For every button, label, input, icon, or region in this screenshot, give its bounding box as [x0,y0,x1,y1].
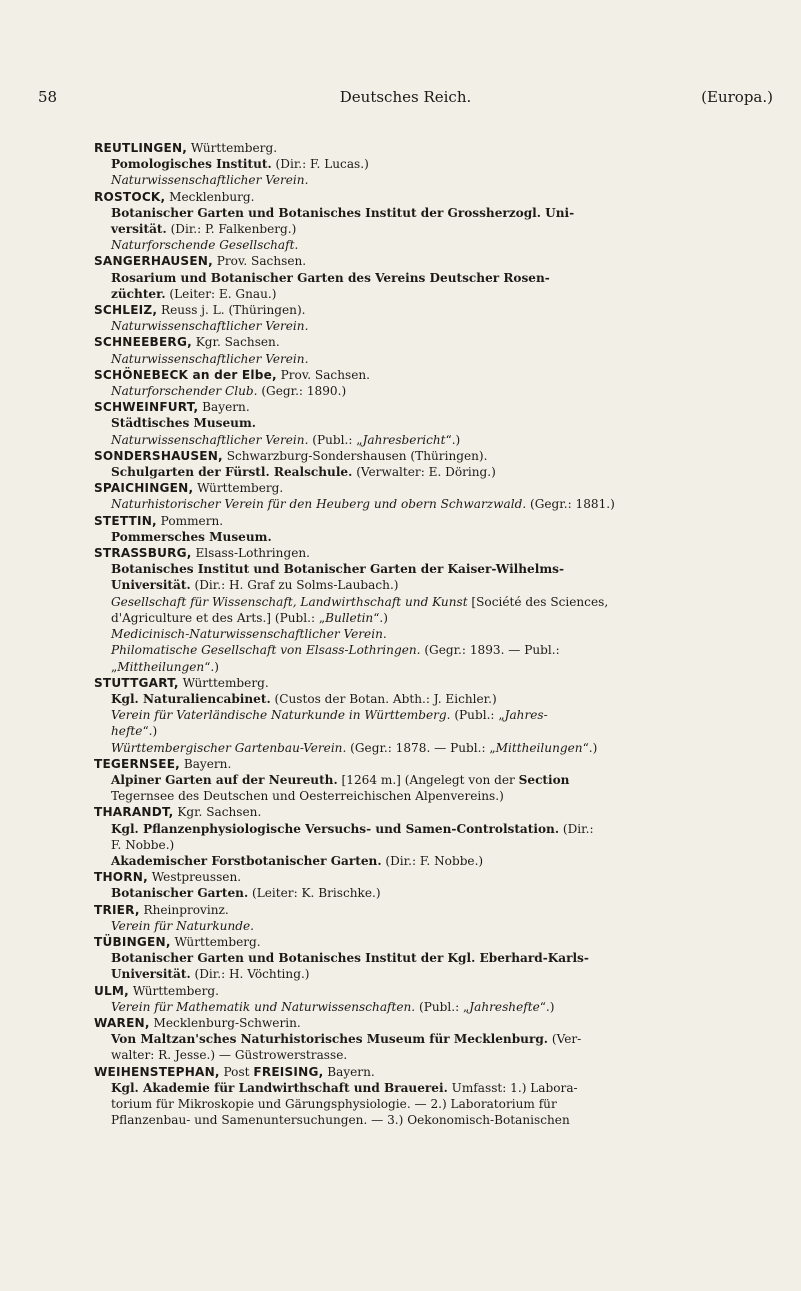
text-run: (Leiter: K. Brischke.) [248,886,381,901]
text-run: Kgr. Sachsen. [191,335,280,350]
entry-line [94,966,779,982]
text-run: Prov. Sachsen. [212,254,307,269]
text-run: Rheinprovinz. [139,902,229,917]
entry-heading-line [94,675,779,691]
institution-name: Rosarium und Botanischer Garten des Vereins Deutscher Rosen- [111,270,550,285]
society-name: Naturforschender Club. [111,384,258,399]
text-run: Württemberg. [187,141,278,155]
city-name: ROSTOCK, [94,189,166,204]
text-run: (Dir.: H. Vöchting.) [190,967,310,982]
text-run: “.) [582,740,598,755]
directory-entry [94,253,779,302]
entry-line [94,561,779,577]
entry-heading-line [94,545,779,561]
entry-line [94,594,779,610]
directory-entry [94,334,779,366]
entry-line [94,950,779,966]
text-run: [1264 m.] (Angelegt von der [337,772,519,787]
entry-heading-line [94,869,779,885]
text-run: Westpreussen. [147,870,242,885]
text-run: Prov. Sachsen. [276,367,370,382]
entry-line [94,496,779,512]
directory-entry [94,1064,779,1129]
institution-name: Pommersches Museum. [111,529,272,544]
institution-name: Alpiner Garten auf der Neureuth. [111,772,338,787]
society-name: Medicinisch-Naturwissenschaftlicher Verein. [111,627,387,642]
society-name: Naturforschende Gesellschaft. [111,238,299,253]
directory-entry [94,448,779,480]
institution-name: Botanisches Institut und Botanischer Garten der Kaiser-Wilhelms- [111,562,564,577]
society-name: Württembergischer Gartenbau-Verein. [111,740,347,755]
text-run: (Verwalter: E. Döring.) [352,465,496,480]
entry-heading-line [94,1015,779,1031]
directory-entry [94,513,779,545]
society-name: hefte [111,724,143,739]
text-run: (Custos der Botan. Abth.: J. Eichler.) [270,691,497,706]
text-run: „ [111,659,118,674]
text-run: “.) [142,724,158,739]
text-run: (Gegr.: 1878. — Publ.: „ [346,740,496,755]
society-name: Verein für Vaterländische Naturkunde in Württemberg. [111,708,451,723]
text-run: (Gegr.: 1881.) [526,497,615,512]
text-run: Mecklenburg. [165,189,255,204]
society-name: Gesellschaft für Wissenschaft, Landwirthschaft und Kunst [111,594,468,609]
entry-line [94,853,779,869]
text-run: Mecklenburg-Schwerin. [149,1015,301,1030]
society-name: Verein für Naturkunde. [111,918,254,933]
page-title: Deutsches Reich. [339,88,472,106]
city-name: THORN, [94,870,148,885]
city-name: WEIHENSTEPHAN, [94,1064,220,1079]
entry-heading-line [94,983,779,999]
entry-line [94,821,779,837]
entry-heading-line [94,902,779,918]
society-name: Jahres- [504,708,548,723]
text-run: (Gegr.: 1890.) [257,384,347,399]
entry-heading-line [94,1064,779,1080]
entry-heading-line [94,480,779,496]
region-label: (Europa.) [701,88,773,106]
entry-line [94,1112,779,1128]
entry-line [94,707,779,723]
text-run: (Leiter: E. Gnau.) [165,286,277,301]
directory-entry [94,189,779,254]
directory-entries [94,140,779,1128]
directory-entry [94,983,779,1015]
text-run: Tegernsee des Deutschen und Oesterreichischen Alpenvereins.) [111,789,504,804]
directory-entry [94,545,779,675]
directory-entry [94,756,779,805]
institution-name: Städtisches Museum. [111,416,256,431]
city-name: TEGERNSEE, [94,756,180,771]
entry-heading-line [94,367,779,383]
entry-line [94,529,779,545]
text-run: (Publ.: „ [450,708,505,723]
directory-entry [94,302,779,334]
entry-line [94,723,779,739]
entry-line [94,464,779,480]
entry-line [94,1047,779,1063]
directory-entry [94,934,779,983]
entry-line [94,172,779,188]
entry-heading-line [94,189,779,205]
text-run: [Société des Sciences, [467,594,609,609]
entry-line [94,415,779,431]
entry-heading-line [94,399,779,415]
text-run: Bayern. [198,400,250,415]
directory-entry [94,367,779,399]
text-run: Bayern. [179,756,232,771]
entry-line [94,577,779,593]
entry-heading-line [94,756,779,772]
entry-line [94,432,779,448]
text-run: “.) [204,659,219,674]
entry-heading-line [94,140,779,156]
text-run: (Publ.: „ [415,999,470,1014]
text-run: Elsass-Lothringen. [191,546,310,561]
institution-name: versität. [111,222,167,237]
entry-line [94,885,779,901]
entry-line [94,156,779,172]
city-name: SCHNEEBERG, [94,335,192,350]
institution-name: Kgl. Akademie für Landwirthschaft und Brauerei. [111,1080,448,1095]
entry-heading-line [94,253,779,269]
entry-heading-line [94,513,779,529]
institution-name: Universität. [111,578,191,593]
entry-line [94,286,779,302]
entry-heading-line [94,934,779,950]
institution-name: Kgl. Naturaliencabinet. [111,691,271,706]
society-name: Mittheilungen [495,740,583,755]
text-run: Bayern. [323,1064,375,1079]
entry-line [94,237,779,253]
text-run: F. Nobbe.) [111,837,175,852]
entry-heading-line [94,334,779,350]
text-run: Württemberg. [170,934,261,949]
institution-name: Botanischer Garten und Botanisches Institut der Kgl. Eberhard-Karls- [111,951,589,966]
society-name: Jahreshefte [469,999,540,1014]
entry-line [94,270,779,286]
text-run: d'Agriculture et des Arts.] (Publ.: „ [111,610,326,625]
directory-entry [94,804,779,869]
text-run: Post [219,1064,254,1079]
city-name: SANGERHAUSEN, [94,254,213,269]
society-name: Jahresbericht [362,432,446,447]
city-name: STETTIN, [94,513,157,528]
society-name: Naturwissenschaftlicher Verein. [111,173,309,188]
society-name: Naturwissenschaftlicher Verein. [111,432,309,447]
city-name: SCHÖNEBECK an der Elbe, [94,367,277,382]
directory-entry [94,1015,779,1064]
entry-line [94,837,779,853]
entry-line [94,318,779,334]
entry-heading-line [94,302,779,318]
directory-entry [94,902,779,934]
institution-name: Schulgarten der Fürstl. Realschule. [111,465,353,480]
city-name: SPAICHINGEN, [94,481,194,496]
institution-name: Kgl. Pflanzenphysiologische Versuchs- und Samen-Controlstation. [111,821,560,836]
text-run: Schwarzburg-Sondershausen (Thüringen). [222,448,488,463]
society-name: Naturwissenschaftlicher Verein. [111,351,309,366]
entry-line [94,788,779,804]
institution-name: Universität. [111,967,191,982]
institution-name: Akademischer Forstbotanischer Garten. [111,853,382,868]
entry-heading-line [94,448,779,464]
society-name: Philomatische Gesellschaft von Elsass-Lothringen. [111,643,421,658]
text-run: torium für Mikroskopie und Gärungsphysiologie. — 2.) Laboratorium für [111,1096,557,1111]
text-run: (Ver- [548,1032,582,1047]
text-run: Württemberg. [128,983,219,998]
society-name: Verein für Mathematik und Naturwissenschaften. [111,999,416,1014]
city-name: SCHLEIZ, [94,303,158,318]
entry-line [94,918,779,934]
city-name: TRIER, [94,902,140,917]
entry-line [94,351,779,367]
directory-entry [94,399,779,448]
text-run: “.) [445,432,461,447]
entry-line [94,610,779,626]
society-name: Bulletin [325,610,374,625]
text-run: Pflanzenbau- und Samenuntersuchungen. — 3.) Oekonomisch-Botanischen [111,1113,570,1128]
city-name: WAREN, [94,1015,150,1030]
city-name: REUTLINGEN, [94,141,188,155]
directory-entry [94,480,779,512]
text-run: Pommern. [156,513,224,528]
text-run: Umfasst: 1.) Labora- [447,1080,578,1095]
text-run: Reuss j. L. (Thüringen). [157,303,306,318]
entry-line [94,999,779,1015]
text-run: (Dir.: F. Lucas.) [271,157,369,172]
text-run: (Gegr.: 1893. — Publ.: [420,643,560,658]
city-name: THARANDT, [94,805,174,820]
directory-entry [94,140,779,189]
entry-line [94,383,779,399]
institution-name: Botanischer Garten und Botanisches Institut der Grossherzogl. Uni- [111,205,575,220]
institution-name: Section [518,772,570,787]
entry-line [94,740,779,756]
city-name: SONDERSHAUSEN, [94,448,223,463]
text-run: Württemberg. [193,481,284,496]
city-name: STUTTGART, [94,675,179,690]
entry-line [94,772,779,788]
text-run: Württemberg. [178,675,269,690]
text-run: (Dir.: F. Nobbe.) [381,853,484,868]
institution-name: Botanischer Garten. [111,886,249,901]
city-name: TÜBINGEN, [94,934,171,949]
text-run: “.) [373,610,388,625]
text-run: (Dir.: [559,821,594,836]
institution-name: Von Maltzan'sches Naturhistorisches Museum für Mecklenburg. [111,1032,549,1047]
city-name: FREISING, [253,1064,324,1079]
society-name: Naturhistorischer Verein für den Heuberg und obern Schwarzwald. [111,497,527,512]
text-run: (Publ.: „ [308,432,363,447]
institution-name: züchter. [111,286,166,301]
entry-line [94,626,779,642]
text-run: “.) [539,999,555,1014]
society-name: Naturwissenschaftlicher Verein. [111,319,309,334]
entry-heading-line [94,804,779,820]
entry-line [94,205,779,221]
running-header [38,88,773,110]
entry-line [94,659,779,675]
institution-name: Pomologisches Institut. [111,157,272,172]
text-run: Kgr. Sachsen. [173,805,262,820]
entry-line [94,1096,779,1112]
society-name: Mittheilungen [117,659,205,674]
city-name: ULM, [94,983,129,998]
city-name: STRASSBURG, [94,546,192,561]
directory-entry [94,675,779,756]
directory-entry [94,869,779,901]
entry-line [94,1031,779,1047]
entry-line [94,691,779,707]
city-name: SCHWEINFURT, [94,400,199,415]
entry-line [94,642,779,658]
entry-line [94,221,779,237]
entry-line [94,1080,779,1096]
text-run: walter: R. Jesse.) — Güstrowerstrasse. [111,1048,348,1063]
text-run: (Dir.: P. Falkenberg.) [166,222,297,237]
page-number: 58 [38,88,58,106]
text-run: (Dir.: H. Graf zu Solms-Laubach.) [190,578,399,593]
